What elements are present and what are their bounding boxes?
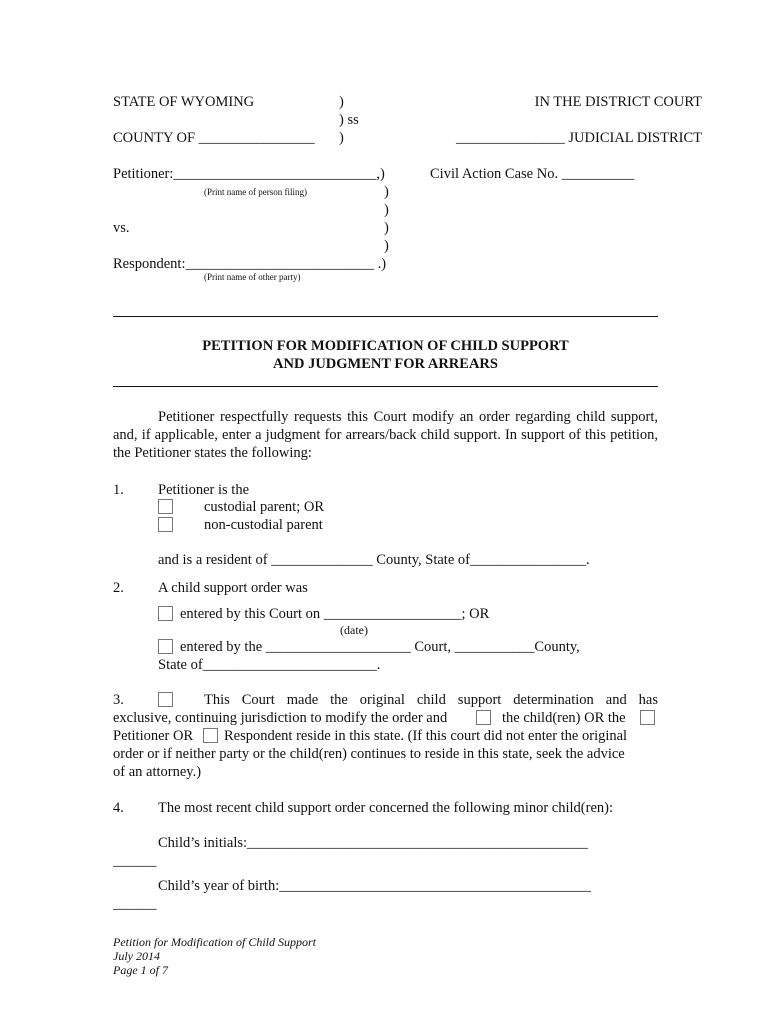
item-number: 1. xyxy=(113,482,124,498)
footer-date: July 2014 xyxy=(113,949,160,963)
custodial-checkbox[interactable] xyxy=(158,499,173,514)
petitioner-field[interactable]: Petitioner:____________________________,) xyxy=(113,166,385,182)
judicial-district-field[interactable]: _______________ JUDICIAL DISTRICT xyxy=(456,130,702,146)
respondent-field[interactable]: Respondent:__________________________ .) xyxy=(113,256,387,272)
child-initials-continuation[interactable]: ______ xyxy=(113,853,157,869)
child-birth-year-field[interactable]: Child’s year of birth:___________________________________________ xyxy=(158,878,591,894)
item3-line2a: exclusive, continuing jurisdiction to modify the order and xyxy=(113,710,448,726)
item3-line3a: Petitioner OR xyxy=(113,728,194,744)
document-subtitle: AND JUDGMENT FOR ARREARS xyxy=(273,356,498,372)
custodial-label: custodial parent; OR xyxy=(204,499,325,515)
caption-paren: ) xyxy=(384,202,389,218)
noncustodial-checkbox[interactable] xyxy=(158,517,173,532)
petitioner-resides-checkbox[interactable] xyxy=(640,710,655,725)
footer-page-number: Page 1 of 7 xyxy=(113,963,168,977)
document-title: PETITION FOR MODIFICATION OF CHILD SUPPORT xyxy=(202,338,569,354)
item3-line1: This Court made the original child support determination and has xyxy=(204,692,658,708)
item-number: 4. xyxy=(113,800,124,816)
child-initials-field[interactable]: Child’s initials:_______________________________________________ xyxy=(158,835,588,851)
jurisdiction-checkbox[interactable] xyxy=(158,692,173,707)
vs-label: vs. xyxy=(113,220,130,236)
intro-paragraph: Petitioner respectfully requests this Court modify an order regarding child support, and, if applicable, enter a judgment for arrears/back child support. In support of this petition, the Petitioner states the following: xyxy=(113,409,658,461)
petitioner-hint: (Print name of person filing) xyxy=(204,187,307,197)
item-number: 2. xyxy=(113,580,124,596)
item4-text: The most recent child support order concerned the following minor child(ren): xyxy=(158,800,613,816)
item1-text: Petitioner is the xyxy=(158,482,250,498)
ss-label: ) ss xyxy=(339,112,359,128)
item3-line3b: Respondent reside in this state. (If this court did not enter the original xyxy=(224,728,628,744)
divider xyxy=(113,386,658,387)
child-birth-year-continuation[interactable]: ______ xyxy=(113,896,157,912)
item3-line4: order or if neither party or the child(ren) continues to reside in this state, seek the advice xyxy=(113,746,625,762)
state-label: STATE OF WYOMING xyxy=(113,94,255,110)
other-court-field[interactable]: entered by the ____________________ Court, ___________County, xyxy=(180,639,580,655)
divider xyxy=(113,316,658,317)
caption-paren: ) xyxy=(339,130,344,146)
caption-paren: ) xyxy=(384,220,389,236)
caption-paren: ) xyxy=(384,184,389,200)
respondent-resides-checkbox[interactable] xyxy=(203,728,218,743)
item3-line2b: the child(ren) OR the xyxy=(502,710,626,726)
date-hint: (date) xyxy=(340,623,368,637)
item-number: 3. xyxy=(113,692,124,708)
caption-paren: ) xyxy=(339,94,344,110)
county-field[interactable]: COUNTY OF ________________ xyxy=(113,130,315,146)
caption-paren: ) xyxy=(384,238,389,254)
entered-this-court-field[interactable]: entered by this Court on ___________________; OR xyxy=(180,606,490,622)
item2-text: A child support order was xyxy=(158,580,308,596)
residence-field[interactable]: and is a resident of ______________ County, State of________________. xyxy=(158,552,590,568)
state-field[interactable]: State of________________________. xyxy=(158,657,381,673)
item3-line5: of an attorney.) xyxy=(113,764,202,780)
child-resides-checkbox[interactable] xyxy=(476,710,491,725)
footer xyxy=(113,935,316,977)
footer-form-name: Petition for Modification of Child Support xyxy=(113,935,316,949)
entered-other-court-checkbox[interactable] xyxy=(158,639,173,654)
civil-action-field[interactable]: Civil Action Case No. __________ xyxy=(430,166,635,182)
entered-this-court-checkbox[interactable] xyxy=(158,606,173,621)
noncustodial-label: non-custodial parent xyxy=(204,517,323,533)
court-label: IN THE DISTRICT COURT xyxy=(534,94,702,110)
respondent-hint: (Print name of other party) xyxy=(204,272,301,282)
